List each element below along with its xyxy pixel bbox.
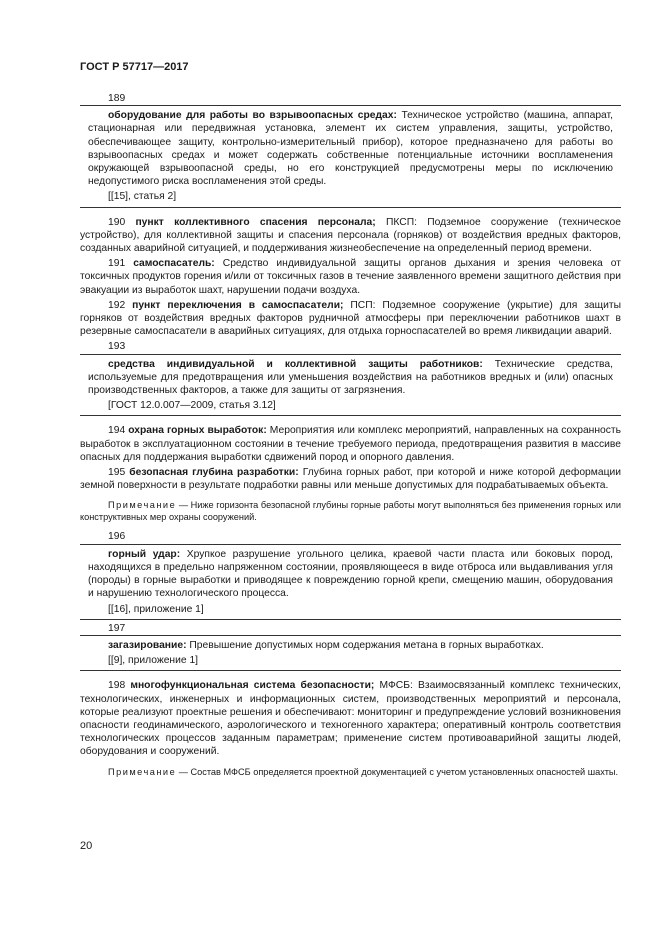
term-title: пункт переключения в самоспасатели;: [132, 299, 344, 311]
term-title: оборудование для работы во взрывоопасных средах:: [108, 110, 397, 122]
term-title: загазирование:: [108, 639, 187, 651]
term-source: [[9], приложение 1]: [108, 655, 199, 667]
term-entry-198: 198 многофункциональная система безопасности; МФСБ: Взаимосвязанный комплекс технических, технологических, инженерных и информационных систем, производственных мероприятий и персонала, которые реализуют проектные решения и обеспечивают: мониторинг и предупреждение условий возникновения опасности геодинамического, аэрологического и техногенного характера; оперативный контроль соответствия технологических процессов заданным параметрам; применение систем противоаварийной защиты людей, оборудования и сооружений.: [80, 680, 621, 758]
term-box-196: [80, 544, 621, 620]
term-source: [ГОСТ 12.0.007—2009, статья 3.12]: [108, 400, 276, 412]
note-195: Примечание — Ниже горизонта безопасной глубины горные работы могут выполняться без применения горных или конструктивных мер охраны сооружений.: [80, 500, 621, 523]
term-title: многофункциональная система безопасности;: [130, 680, 375, 692]
note-198: Примечание — Состав МФСБ определяется проектной документацией с учетом установленных опасностей шахты.: [108, 766, 619, 777]
term-entry-190: 190 пункт коллективного спасения персонала; ПКСП: Подземное сооружение (техническое устройство), для коллективной защиты и спасения персонала (горняков) от воздействия вредных факторов, созданных аварийной ситуацией, и поддерживания жизнеобеспечение на определенный период времени.: [80, 216, 621, 255]
term-entry-195: 195 безопасная глубина разработки: Глубина горных работ, при которой и ниже которой деформации земной поверхности в результате подработки равны или меньше допустимых для подрабатываемых объекта.: [80, 467, 621, 492]
term-definition: горный удар: Хрупкое разрушение угольного целика, краевой части пласта или боковых пород, находящихся в предельно напряженном состоянии, проявляющееся в виде отброса или выдавливания угля (породы) в горные выработки и приводящее к повреждению горной крепи, смещению машин, оборудования и нарушению технологического процесса.: [88, 548, 613, 600]
term-entry-194: 194 охрана горных выработок: Мероприятия или комплекс мероприятий, направленных на сохранность выработок в эксплуатационном состоянии в течение требуемого периода, предотвращения развития в массиве опасных для поддержания выработки сдвижений пород и опорного давления.: [80, 425, 621, 463]
term-title: пункт коллективного спасения персонала;: [135, 216, 376, 228]
term-title: безопасная глубина разработки:: [129, 467, 299, 479]
term-title: горный удар:: [108, 548, 181, 560]
term-box-193: [80, 354, 621, 417]
term-source: [[15], статья 2]: [108, 191, 177, 203]
term-entry-192: 192 пункт переключения в самоспасатели; ПСП: Подземное сооружение (укрытие) для защиты горняков от воздействия вредных факторов рудничной атмосферы при переключении работников шахт в резервные самоспасатели в аварийных ситуациях, для отдыха горноспасателей во время ликвидации аварий.: [80, 299, 621, 338]
page-number: 20: [80, 840, 93, 852]
term-title: самоспасатель:: [133, 258, 215, 270]
term-box-189: [80, 105, 621, 207]
term-number: 193: [108, 341, 126, 353]
term-number: 197: [108, 622, 126, 634]
document-body: [80, 92, 621, 785]
term-box-197: [80, 635, 621, 671]
term-number: 189: [108, 93, 126, 104]
term-number: 196: [108, 531, 126, 543]
note-label: Примечание: [108, 766, 177, 777]
term-definition: загазирование: Превышение допустимых норм содержания метана в горных выработках.: [108, 639, 544, 651]
term-source: [[16], приложение 1]: [108, 603, 204, 615]
term-title: средства индивидуальной и коллективной защиты работников:: [108, 358, 483, 370]
term-definition: оборудование для работы во взрывоопасных средах: Техническое устройство (машина, аппарат, стационарная или передвижная установка, элемент их систем управления, защиты, устройство, обеспечивающее защиту, контрольно-измерительный прибор), которое предназначено для работы во взрывоопасных средах и может содержать собственные потенциальные источники воспламенения окружающей взрывоопасной среды, но его конструкцией предусмотрены меры по исключению недопустимого риска воспламенения этой среды.: [88, 110, 613, 188]
term-title: охрана горных выработок:: [128, 425, 267, 437]
document-header: ГОСТ Р 57717—2017: [80, 61, 189, 73]
term-entry-191: 191 самоспасатель: Средство индивидуальной защиты органов дыхания и зрения человека от токсичных продуктов горения и/или от токсичных газов в течение заявленного времени защитного действия при эвакуации из выработок шахт, нарушении подачи воздуха.: [80, 258, 621, 296]
note-label: Примечание: [108, 500, 177, 511]
term-definition: средства индивидуальной и коллективной защиты работников: Технические средства, используемые для предотвращения или уменьшения воздействия на работников вредных и (или) опасных производственных факторов, а также для защиты от загрязнения.: [88, 358, 613, 397]
